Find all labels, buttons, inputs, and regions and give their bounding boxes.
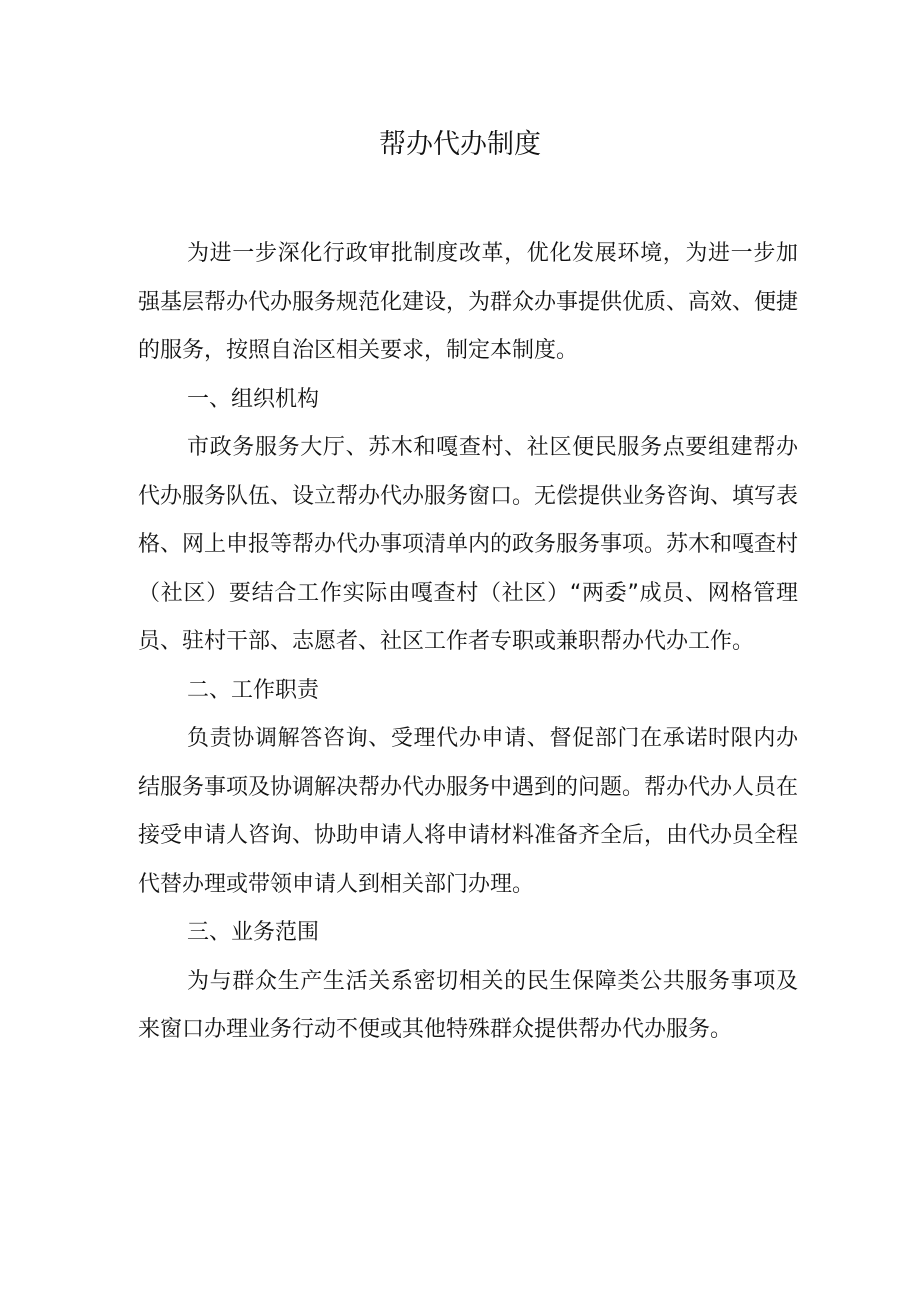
- section-body-scope: 为与群众生产生活关系密切相关的民生保障类公共服务事项及来窗口办理业务行动不便或其他特殊群众提供帮办代办服务。: [138, 968, 798, 1042]
- section-body-organization: 市政务服务大厅、苏木和嘎查村、社区便民服务点要组建帮办代办服务队伍、设立帮办代办服务窗口。无偿提供业务咨询、填写表格、网上申报等帮办代办事项清单内的政务服务事项。苏木和嘎查村（社区）要结合工作实际由嘎查村（社区）“两委”成员、网格管理员、驻村干部、志愿者、社区工作者专职或兼职帮办代办工作。: [138, 435, 799, 654]
- section-heading-organization: 一、组织机构: [187, 386, 320, 412]
- section-body-duties: 负责协调解答咨询、受理代办申请、督促部门在承诺时限内办结服务事项及协调解决帮办代办服务中遇到的问题。帮办代办人员在接受申请人咨询、协助申请人将申请材料准备齐全后，由代办员全程代替办理或带领申请人到相关部门办理。: [138, 726, 799, 897]
- intro-paragraph: 为进一步深化行政审批制度改革，优化发展环境，为进一步加强基层帮办代办服务规范化建设，为群众办事提供优质、高效、便捷的服务，按照自治区相关要求，制定本制度。: [138, 241, 799, 363]
- section-heading-duties: 二、工作职责: [187, 677, 320, 703]
- document-body: [138, 230, 798, 1055]
- section-heading-scope: 三、业务范围: [187, 920, 320, 945]
- document-title: 帮办代办制度: [379, 129, 541, 160]
